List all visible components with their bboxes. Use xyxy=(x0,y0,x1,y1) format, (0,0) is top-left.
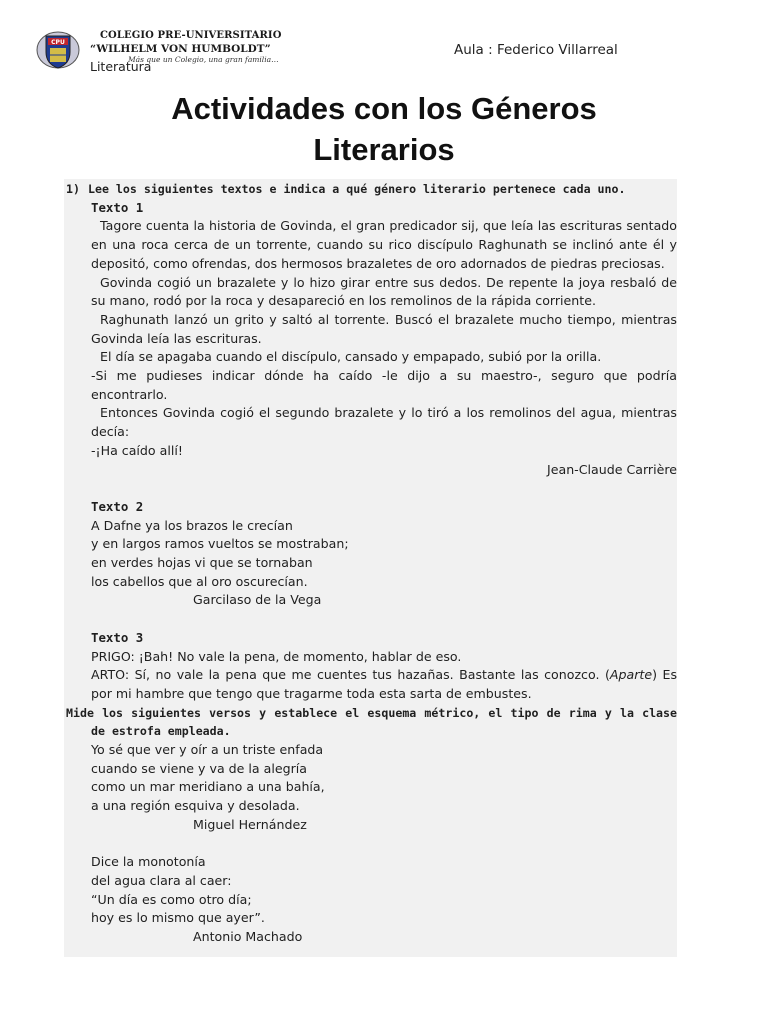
texto-1-paragraph: Raghunath lanzó un grito y saltó al torrente. Buscó el brazalete mucho tiempo, mientras Govinda leía las escrituras. xyxy=(91,311,677,346)
texto-1-heading: Texto 1 xyxy=(91,199,144,215)
question-2: Mide los siguientes versos y establece el esquema métrico, el tipo de rima y la clase de estrofa empleada. xyxy=(66,705,677,739)
verse-line: A Dafne ya los brazos le crecían xyxy=(91,517,293,533)
dialogue-line: ARTO: Sí, no vale la pena que me cuentes tus hazañas. Bastante las conozco. (Aparte) Es por mi hambre que tengo que tragarme toda esta sarta de embustes. xyxy=(91,667,678,701)
texto-3-heading: Texto 3 xyxy=(91,629,144,645)
verse-line: cuando se viene y va de la alegría xyxy=(91,760,308,776)
subject-label: Literatura xyxy=(90,59,152,74)
crest-text: CPU xyxy=(51,39,65,46)
texto-1-paragraph: Govinda cogió un brazalete y lo hizo girar entre sus dedos. De repente la joya resbaló de su mano, rodó por la roca y desapareció en los remolinos de la rápida corriente. xyxy=(91,274,677,309)
verse-line: a una región esquiva y desolada. xyxy=(91,798,300,814)
verse-line: “Un día es como otro día; xyxy=(91,891,252,907)
texto-2-heading: Texto 2 xyxy=(91,498,144,514)
texto-3 xyxy=(66,629,677,704)
texto-1-author: Jean-Claude Carrière xyxy=(547,461,677,477)
verse-line: los cabellos que al oro oscurecían. xyxy=(91,573,308,589)
page-title: Actividades con los Géneros Literarios xyxy=(171,91,597,167)
verse-line: hoy es lo mismo que ayer”. xyxy=(91,910,265,926)
stage-direction: Aparte xyxy=(609,667,653,683)
aula-label: Aula : Federico Villarreal xyxy=(454,42,618,58)
texto-1-paragraph: Entonces Govinda cogió el segundo brazalete y lo tiró a los remolinos del agua, mientras decía: xyxy=(91,405,677,440)
texto-1 xyxy=(66,199,677,480)
school-name: COLEGIO PRE-UNIVERSITARIO xyxy=(100,30,282,41)
texto-2-author: Garcilaso de la Vega xyxy=(193,592,322,608)
verse-line: Dice la monotonía xyxy=(91,854,206,870)
dialogue-line: PRIGO: ¡Bah! No vale la pena, de momento, hablar de eso. xyxy=(91,648,462,664)
question-1 xyxy=(66,180,677,199)
school-subname: “WILHELM VON HUMBOLDT” xyxy=(90,43,271,55)
question-number: 1) xyxy=(66,182,80,196)
verse-line: en verdes hojas vi que se tornaban xyxy=(91,555,313,571)
texto-1-paragraph: -¡Ha caído allí! xyxy=(91,442,183,458)
texto-1-paragraph: -Si me pudieses indicar dónde ha caído -le dijo a su maestro-, seguro que podría encontrarlo. xyxy=(91,368,677,402)
verse-line: y en largos ramos vueltos se mostraban; xyxy=(91,536,349,552)
poem-1 xyxy=(66,741,677,835)
page-header xyxy=(0,0,768,80)
verse-line: Yo sé que ver y oír a un triste enfada xyxy=(91,742,324,758)
poem-2 xyxy=(66,853,677,947)
poem-2-author: Antonio Machado xyxy=(193,929,303,945)
activity-content xyxy=(66,180,677,947)
poem-1-author: Miguel Hernández xyxy=(193,816,307,832)
texto-1-paragraph: Tagore cuenta la historia de Govinda, el gran predicador sij, que leía las escrituras sentado en una roca cerca de un torrente, cuando su rico discípulo Raghunath se inclinó ante él y depositó, como ofrendas, dos hermosos brazaletes de oro adornados de piedras preciosas. xyxy=(91,218,677,271)
school-crest-icon xyxy=(36,30,80,70)
verse-line: del agua clara al caer: xyxy=(91,872,232,888)
texto-2 xyxy=(66,498,677,610)
school-motto: Más que un Colegio, una gran familia… xyxy=(128,55,279,64)
question-1-text: Lee los siguientes textos e indica a qué género literario pertenece cada uno. xyxy=(88,182,626,196)
verse-line: como un mar meridiano a una bahía, xyxy=(91,779,325,795)
texto-1-paragraph: El día se apagaba cuando el discípulo, cansado y empapado, subió por la orilla. xyxy=(100,349,602,365)
